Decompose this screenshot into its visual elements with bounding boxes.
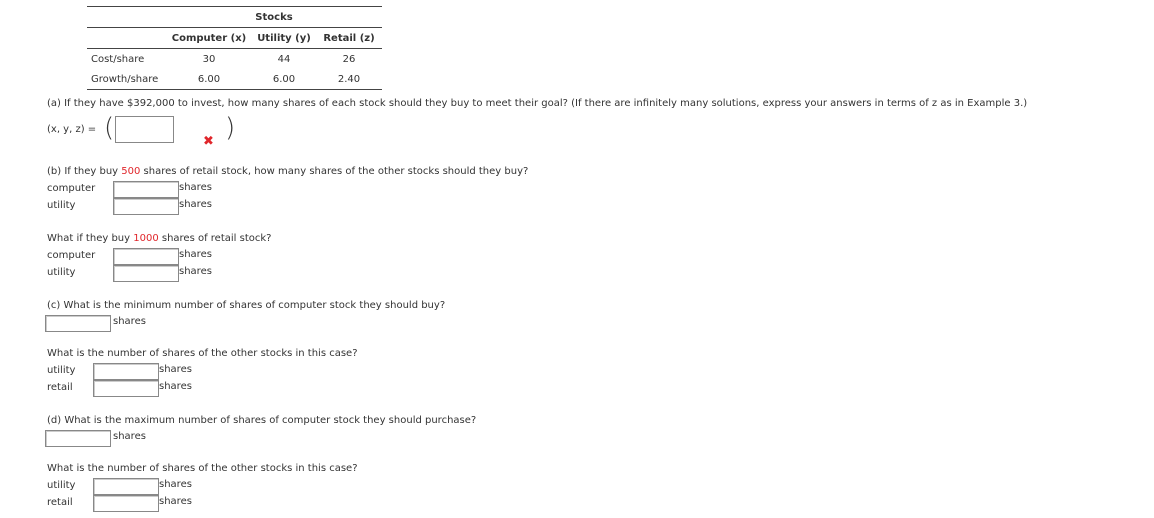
table-cell: 6.00 [252,69,316,90]
stocks-table [87,6,382,90]
row-label: Cost/share [91,53,145,65]
unit-label: shares [179,266,212,277]
unit-label: shares [159,496,192,507]
part-a-answer-input[interactable] [115,116,174,143]
x-mark-incorrect-icon: ✖ [203,134,214,149]
retail-count-500: 500 [121,166,141,177]
row-label: Growth/share [87,69,166,90]
d-retail-input[interactable] [93,495,159,512]
table-cell: 26 [342,53,356,65]
part-a-lhs: (x, y, z) = [47,124,97,135]
column-header: Retail (z) [316,28,382,49]
utility-label: utility [47,365,76,376]
retail-label: retail [47,497,73,508]
computer-label: computer [47,250,96,261]
c-retail-input[interactable] [93,380,159,397]
right-paren: ) [225,113,236,143]
column-header: Utility (y) [252,28,316,49]
utility-label: utility [47,200,76,211]
c-min-computer-input[interactable] [45,315,111,332]
table-row [87,69,382,90]
b-utility-input[interactable] [113,198,179,215]
utility-label: utility [47,267,76,278]
utility-label: utility [47,480,76,491]
unit-label: shares [113,431,146,442]
part-c-question: (c) What is the minimum number of shares of computer stock they should buy? [47,300,446,311]
unit-label: shares [179,249,212,260]
unit-label: shares [179,182,212,193]
b2-utility-input[interactable] [113,265,179,282]
unit-label: shares [113,316,146,327]
part-a-question: (a) If they have $392,000 to invest, how many shares of each stock should they buy to meet their goal? (If there are infinitely many solutions, express your answers in terms of z as in Example 3.) [47,98,1028,109]
retail-count-1000: 1000 [133,233,159,244]
table-cell: 30 [202,53,216,65]
column-header: Computer (x) [166,28,252,49]
retail-label: retail [47,382,73,393]
b2-computer-input[interactable] [113,248,179,265]
part-d-question-2: What is the number of shares of the other stocks in this case? [47,463,358,474]
unit-label: shares [159,381,192,392]
table-cell: 2.40 [316,69,382,90]
unit-label: shares [159,479,192,490]
table-row [87,49,382,70]
part-c-question-2: What is the number of shares of the other stocks in this case? [47,348,358,359]
d-max-computer-input[interactable] [45,430,111,447]
part-b-question-2: What if they buy 1000 shares of retail stock? [47,233,272,244]
computer-label: computer [47,183,96,194]
table-title: Stocks [166,7,382,28]
d-utility-input[interactable] [93,478,159,495]
c-utility-input[interactable] [93,363,159,380]
part-b-question: (b) If they buy 500 shares of retail stock, how many shares of the other stocks should they buy? [47,166,529,177]
table-cell: 6.00 [166,69,252,90]
left-paren: ( [104,113,115,143]
table-cell: 44 [277,53,291,65]
b-computer-input[interactable] [113,181,179,198]
unit-label: shares [159,364,192,375]
unit-label: shares [179,199,212,210]
part-d-question: (d) What is the maximum number of shares of computer stock they should purchase? [47,415,477,426]
